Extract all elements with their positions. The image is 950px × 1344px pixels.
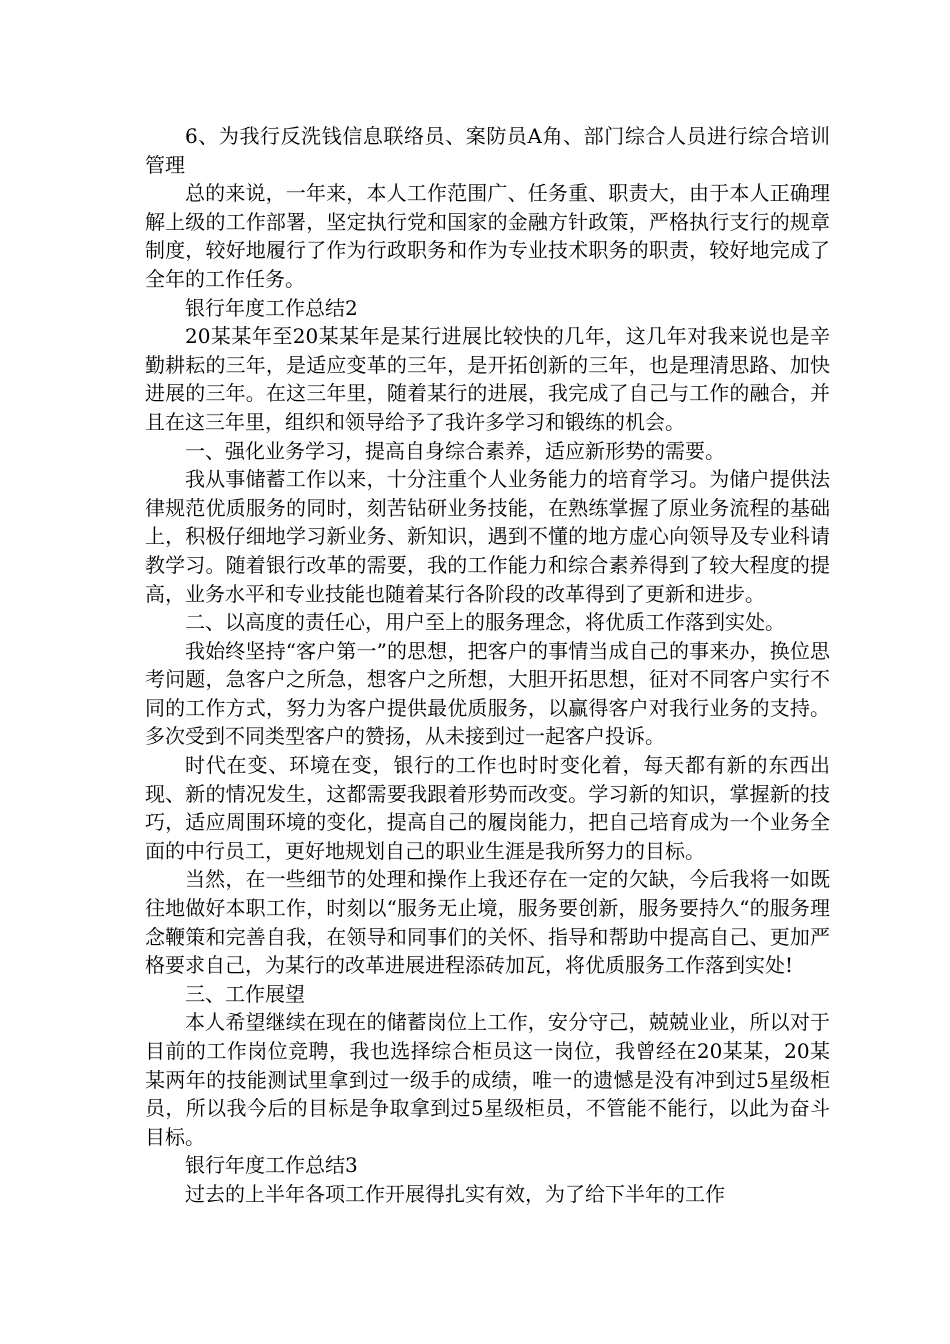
section-heading-three: 三、工作展望 (185, 981, 305, 1006)
document-body (145, 122, 830, 1209)
paragraph-summary: 总的来说，一年来，本人工作范围广、任务重、职责大，由于本人正确理解上级的工作部署，坚定执行党和国家的金融方针政策，严格执行支行的规章制度，较好地履行了作为行政职务和作为专业技术职务的职责，较好地完成了全年的工作任务。 (145, 181, 830, 291)
paragraph-training-item: 6、为我行反洗钱信息联络员、案防员A角、部门综合人员进行综合培训管理 (145, 124, 830, 177)
paragraph-shortcomings: 当然，在一些细节的处理和操作上我还存在一定的欠缺，今后我将一如既往地做好本职工作，时刻以“服务无止境，服务要创新，服务要持久“的服务理念鞭策和完善自我，在领导和同事们的关怀、指导和帮助中提高自己、更加严格要求自己，为某行的改革进展进程添砖加瓦，将优质服务工作落到实处! (145, 867, 830, 978)
section-heading-one: 一、强化业务学习，提高自身综合素养，适应新形势的需要。 (185, 438, 725, 463)
paragraph-study: 我从事储蓄工作以来，十分注重个人业务能力的培育学习。为储户提供法律规范优质服务的同时，刻苦钻研业务技能，在熟练掌握了原业务流程的基础上，积极仔细地学习新业务、新知识，遇到不懂的地方虚心向领导及专业科请教学习。随着银行改革的需要，我的工作能力和综合素养得到了较大程度的提高，业务水平和专业技能也随着某行各阶段的改革得到了更新和进步。 (145, 467, 830, 606)
section-heading-two: 二、以高度的责任心，用户至上的服务理念，将优质工作落到实处。 (185, 610, 785, 635)
paragraph-outlook: 本人希望继续在现在的储蓄岗位上工作，安分守己，兢兢业业，所以对于目前的工作岗位竞聘，我也选择综合柜员这一岗位，我曾经在20某某，20某某两年的技能测试里拿到过一级手的成绩，唯一的遗憾是没有冲到过5星级柜员，所以我今后的目标是争取拿到过5星级柜员，不管能不能行，以此为奋斗目标。 (145, 1010, 830, 1149)
section-heading-summary-2: 银行年度工作总结2 (185, 295, 358, 320)
paragraph-first-half: 过去的上半年各项工作开展得扎实有效，为了给下半年的工作 (185, 1181, 725, 1206)
paragraph-changing-times: 时代在变、环境在变，银行的工作也时时变化着，每天都有新的东西出现、新的情况发生，这都需要我跟着形势而改变。学习新的知识，掌握新的技巧，适应周围环境的变化，提高自己的履岗能力，把自己培育成为一个业务全面的中行员工，更好地规划自己的职业生涯是我所努力的目标。 (145, 753, 830, 863)
paragraph-intro: 20某某年至20某某年是某行进展比较快的几年，这几年对我来说也是辛勤耕耘的三年，是适应变革的三年，是开拓创新的三年，也是理清思路、加快进展的三年。在这三年里，随着某行的进展，我完成了自己与工作的融合，并且在这三年里，组织和领导给予了我许多学习和锻练的机会。 (145, 324, 830, 434)
section-heading-summary-3: 银行年度工作总结3 (185, 1153, 358, 1178)
paragraph-customer-first: 我始终坚持“客户第一”的思想，把客户的事情当成自己的事来办，换位思考问题，急客户之所急，想客户之所想，大胆开拓思想，征对不同客户实行不同的工作方式，努力为客户提供最优质服务，以赢得客户对我行业务的支持。多次受到不同类型客户的赞扬，从未接到过一起客户投诉。 (145, 638, 830, 749)
